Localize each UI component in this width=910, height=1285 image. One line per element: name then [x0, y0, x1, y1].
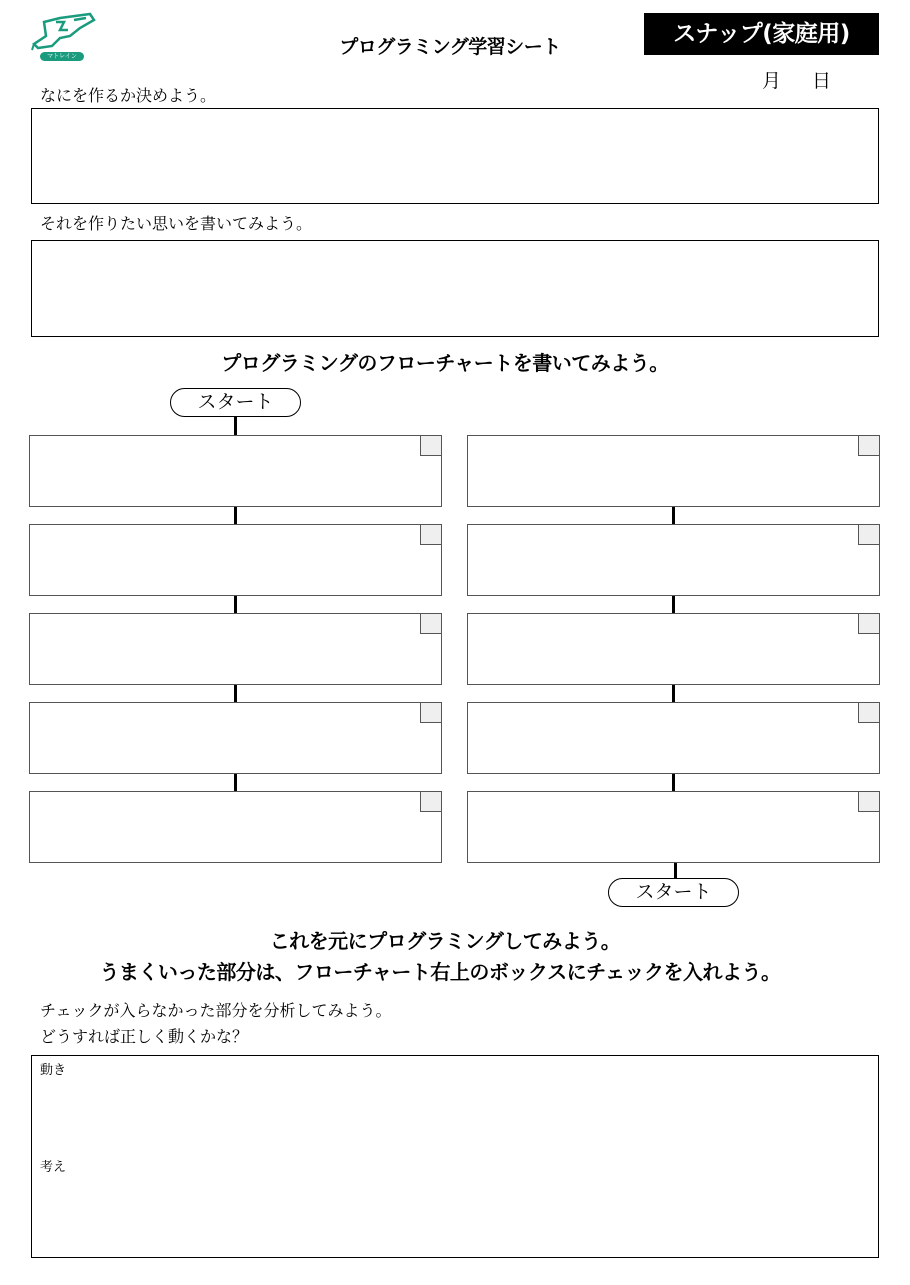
instruction-line-2: うまくいった部分は、フローチャート右上のボックスにチェックを入れよう。 [99, 960, 781, 984]
flow-connector [674, 863, 677, 879]
why-make-prompt: それを作りたい思いを書いてみよう。 [40, 214, 313, 233]
analysis-answer-box[interactable] [31, 1055, 879, 1258]
flow-step-box[interactable] [29, 791, 442, 863]
analysis-prompt-1: チェックが入らなかった部分を分析してみよう。 [40, 1001, 392, 1020]
step-checkbox[interactable] [858, 702, 880, 723]
flow-step-box[interactable] [467, 524, 880, 596]
flow-step-box[interactable] [467, 702, 880, 774]
flow-step-box[interactable] [467, 791, 880, 863]
flow-connector [672, 596, 675, 613]
what-to-make-answer-box[interactable] [31, 108, 879, 204]
matrain-logo [30, 10, 96, 62]
flow-step-box[interactable] [29, 613, 442, 685]
analysis-prompt-2: どうすれば正しく動くかな？ [40, 1027, 249, 1046]
why-make-answer-box[interactable] [31, 240, 879, 337]
flow-step-box[interactable] [29, 702, 442, 774]
step-checkbox[interactable] [420, 613, 442, 634]
flow-connector [234, 417, 237, 435]
flow-connector [672, 507, 675, 524]
instruction-line-1: これを元にプログラミングしてみよう。 [269, 929, 621, 953]
step-checkbox[interactable] [858, 791, 880, 812]
logo-text: マトレイン [47, 53, 77, 60]
page-title: プログラミング学習シート [339, 36, 561, 58]
start-terminal-bottom: スタート [608, 878, 739, 907]
flow-connector [234, 596, 237, 613]
day-label: 日 [812, 70, 832, 92]
step-checkbox[interactable] [420, 791, 442, 812]
step-checkbox[interactable] [858, 613, 880, 634]
step-checkbox[interactable] [858, 524, 880, 545]
step-checkbox[interactable] [858, 435, 880, 456]
step-checkbox[interactable] [420, 702, 442, 723]
month-label: 月 [762, 70, 782, 92]
start-terminal-top: スタート [170, 388, 301, 417]
step-checkbox[interactable] [420, 524, 442, 545]
flow-connector [234, 774, 237, 791]
what-to-make-prompt: なにを作るか決めよう。 [40, 86, 217, 105]
flowchart-heading: プログラミングのフローチャートを書いてみよう。 [221, 351, 669, 375]
flow-step-box[interactable] [467, 435, 880, 507]
flow-connector [234, 507, 237, 524]
flow-connector [672, 685, 675, 702]
thought-label: 考え [40, 1160, 67, 1175]
flow-step-box[interactable] [29, 435, 442, 507]
flow-step-box[interactable] [29, 524, 442, 596]
edition-badge: スナップ(家庭用) [644, 13, 879, 55]
flow-connector [234, 685, 237, 702]
step-checkbox[interactable] [420, 435, 442, 456]
flow-connector [672, 774, 675, 791]
movement-label: 動き [40, 1063, 67, 1078]
flow-step-box[interactable] [467, 613, 880, 685]
